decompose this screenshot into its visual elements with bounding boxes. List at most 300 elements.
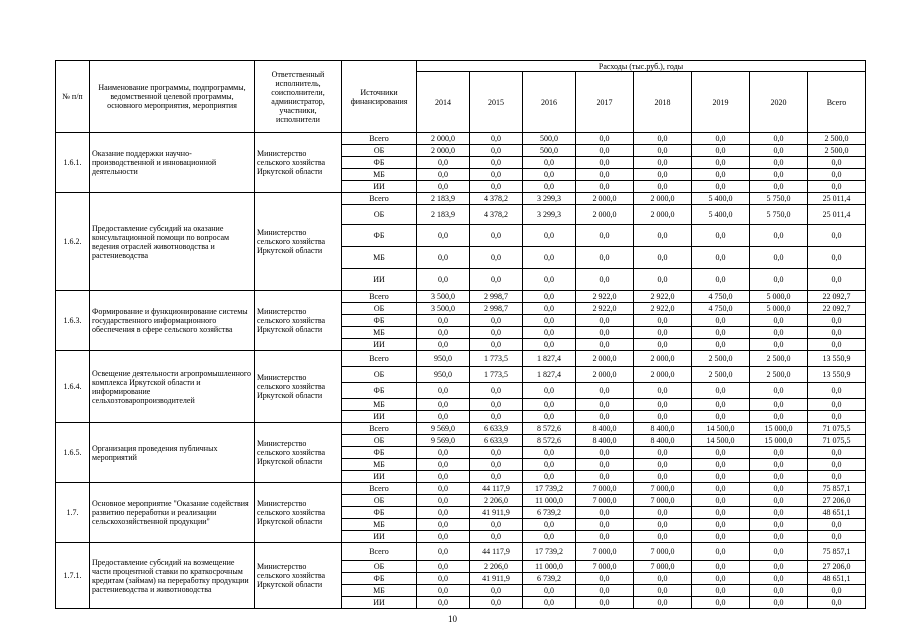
amount-cell: 0,0: [750, 495, 808, 507]
amount-cell: 2 922,0: [576, 303, 634, 315]
amount-cell: 3 299,3: [523, 193, 576, 205]
table-row: [56, 423, 866, 435]
amount-cell: 0,0: [634, 471, 692, 483]
amount-cell: 0,0: [523, 411, 576, 423]
amount-cell: 0,0: [417, 531, 470, 543]
amount-cell: 0,0: [692, 327, 750, 339]
amount-total-cell: 0,0: [808, 447, 866, 459]
amount-cell: 2 000,0: [634, 367, 692, 383]
amount-cell: 0,0: [750, 483, 808, 495]
amount-cell: 0,0: [692, 339, 750, 351]
activity-name: Освещение деятельности агропромышленного комплекса Иркутской области и информирование сельхозтоваропроизводителей: [90, 351, 255, 423]
amount-cell: 2 998,7: [470, 291, 523, 303]
amount-cell: 0,0: [523, 339, 576, 351]
amount-total-cell: 2 500,0: [808, 145, 866, 157]
table-header: [56, 61, 866, 133]
funding-source: ОБ: [342, 495, 417, 507]
table-row: [56, 483, 866, 495]
amount-total-cell: 0,0: [808, 327, 866, 339]
amount-cell: 0,0: [576, 597, 634, 609]
amount-cell: 17 739,2: [523, 543, 576, 561]
amount-cell: 41 911,9: [470, 573, 523, 585]
amount-cell: 0,0: [470, 531, 523, 543]
funding-source: ФБ: [342, 383, 417, 399]
amount-total-cell: 0,0: [808, 315, 866, 327]
amount-cell: 0,0: [417, 507, 470, 519]
funding-source: МБ: [342, 459, 417, 471]
amount-cell: 0,0: [634, 585, 692, 597]
row-index: 1.7.: [56, 483, 90, 543]
amount-cell: 1 773,5: [470, 351, 523, 367]
amount-cell: 3 299,3: [523, 205, 576, 225]
amount-cell: 0,0: [523, 399, 576, 411]
amount-cell: 0,0: [470, 247, 523, 269]
amount-cell: 0,0: [634, 507, 692, 519]
activity-name: Предоставление субсидий на оказание консультационной помощи по вопросам ведения отраслей животноводства и растениеводства: [90, 193, 255, 291]
amount-cell: 2 000,0: [576, 205, 634, 225]
amount-cell: 0,0: [576, 133, 634, 145]
funding-source: ИИ: [342, 411, 417, 423]
amount-cell: 7 000,0: [634, 561, 692, 573]
amount-cell: 7 000,0: [576, 495, 634, 507]
amount-total-cell: 48 651,1: [808, 573, 866, 585]
amount-cell: 0,0: [523, 181, 576, 193]
amount-cell: 0,0: [750, 157, 808, 169]
amount-cell: 0,0: [634, 399, 692, 411]
activity-name: Формирование и функционирование системы государственного информационного обеспечения в сфере сельского хозяйства: [90, 291, 255, 351]
amount-cell: 0,0: [634, 597, 692, 609]
amount-total-cell: 71 075,5: [808, 435, 866, 447]
amount-cell: 0,0: [750, 471, 808, 483]
amount-cell: 2 000,0: [576, 193, 634, 205]
amount-cell: 0,0: [750, 383, 808, 399]
amount-cell: 2 000,0: [417, 145, 470, 157]
amount-cell: 0,0: [417, 327, 470, 339]
funding-source: Всего: [342, 483, 417, 495]
amount-cell: 0,0: [417, 181, 470, 193]
amount-total-cell: 48 651,1: [808, 507, 866, 519]
amount-total-cell: 71 075,5: [808, 423, 866, 435]
amount-cell: 7 000,0: [576, 483, 634, 495]
amount-cell: 5 400,0: [692, 205, 750, 225]
funding-source: Всего: [342, 291, 417, 303]
amount-cell: 0,0: [576, 339, 634, 351]
funding-source: ФБ: [342, 447, 417, 459]
amount-cell: 0,0: [750, 269, 808, 291]
amount-total-cell: 2 500,0: [808, 133, 866, 145]
amount-cell: 7 000,0: [634, 543, 692, 561]
amount-cell: 2 206,0: [470, 495, 523, 507]
amount-cell: 0,0: [692, 157, 750, 169]
responsible-executor: Министерство сельского хозяйства Иркутской области: [255, 543, 342, 609]
funding-source: МБ: [342, 519, 417, 531]
amount-cell: 7 000,0: [634, 495, 692, 507]
funding-source: ФБ: [342, 573, 417, 585]
amount-cell: 0,0: [692, 519, 750, 531]
amount-cell: 2 000,0: [417, 133, 470, 145]
amount-cell: 0,0: [750, 507, 808, 519]
table-row: [56, 193, 866, 205]
activity-name: Основное мероприятие "Оказание содействия развитию переработки и реализации сельскохозяйственной продукции": [90, 483, 255, 543]
amount-cell: 0,0: [692, 225, 750, 247]
header-year: 2018: [634, 72, 692, 133]
header-year: 2020: [750, 72, 808, 133]
amount-cell: 0,0: [750, 169, 808, 181]
amount-total-cell: 13 550,9: [808, 351, 866, 367]
amount-cell: 0,0: [470, 133, 523, 145]
amount-cell: 6 633,9: [470, 423, 523, 435]
amount-cell: 0,0: [750, 411, 808, 423]
amount-cell: 0,0: [750, 399, 808, 411]
amount-cell: 4 378,2: [470, 205, 523, 225]
amount-cell: 5 750,0: [750, 205, 808, 225]
funding-source: МБ: [342, 169, 417, 181]
amount-cell: 0,0: [523, 597, 576, 609]
amount-cell: 0,0: [634, 157, 692, 169]
header-num: № п/п: [56, 61, 90, 133]
amount-cell: 2 500,0: [692, 367, 750, 383]
amount-cell: 0,0: [634, 411, 692, 423]
amount-total-cell: 0,0: [808, 411, 866, 423]
amount-total-cell: 0,0: [808, 459, 866, 471]
amount-cell: 2 922,0: [634, 303, 692, 315]
amount-cell: 0,0: [470, 157, 523, 169]
amount-cell: 0,0: [750, 543, 808, 561]
row-index: 1.6.5.: [56, 423, 90, 483]
amount-total-cell: 22 092,7: [808, 303, 866, 315]
amount-cell: 0,0: [692, 561, 750, 573]
amount-cell: 11 000,0: [523, 561, 576, 573]
funding-source: МБ: [342, 327, 417, 339]
amount-cell: 0,0: [692, 471, 750, 483]
amount-cell: 6 633,9: [470, 435, 523, 447]
amount-cell: 0,0: [576, 399, 634, 411]
activity-name: Предоставление субсидий на возмещение части процентной ставки по краткосрочным кредитам (займам) на переработку продукции растениеводства и животноводства: [90, 543, 255, 609]
amount-cell: 0,0: [634, 145, 692, 157]
amount-cell: 0,0: [576, 447, 634, 459]
row-index: 1.7.1.: [56, 543, 90, 609]
amount-cell: 0,0: [576, 411, 634, 423]
amount-cell: 0,0: [750, 145, 808, 157]
amount-cell: 4 750,0: [692, 291, 750, 303]
amount-cell: 8 400,0: [634, 435, 692, 447]
amount-total-cell: 27 206,0: [808, 561, 866, 573]
table-row: [56, 291, 866, 303]
funding-source: ОБ: [342, 145, 417, 157]
amount-cell: 0,0: [576, 181, 634, 193]
amount-cell: 0,0: [417, 447, 470, 459]
amount-cell: 9 569,0: [417, 423, 470, 435]
amount-cell: 0,0: [634, 181, 692, 193]
amount-cell: 0,0: [523, 447, 576, 459]
amount-total-cell: 0,0: [808, 585, 866, 597]
amount-cell: 0,0: [634, 315, 692, 327]
amount-cell: 0,0: [576, 585, 634, 597]
header-year: 2014: [417, 72, 470, 133]
activity-name: Организация проведения публичных мероприятий: [90, 423, 255, 483]
amount-cell: 0,0: [692, 543, 750, 561]
amount-cell: 0,0: [692, 597, 750, 609]
amount-cell: 0,0: [470, 585, 523, 597]
funding-source: Всего: [342, 423, 417, 435]
amount-cell: 0,0: [576, 145, 634, 157]
amount-total-cell: 0,0: [808, 383, 866, 399]
amount-cell: 0,0: [692, 585, 750, 597]
amount-cell: 0,0: [417, 157, 470, 169]
amount-total-cell: 22 092,7: [808, 291, 866, 303]
amount-cell: 0,0: [634, 225, 692, 247]
header-year: 2019: [692, 72, 750, 133]
amount-cell: 4 750,0: [692, 303, 750, 315]
header-year: 2015: [470, 72, 523, 133]
amount-cell: 0,0: [576, 531, 634, 543]
amount-total-cell: 0,0: [808, 181, 866, 193]
amount-cell: 14 500,0: [692, 435, 750, 447]
amount-total-cell: 0,0: [808, 339, 866, 351]
amount-cell: 7 000,0: [634, 483, 692, 495]
funding-source: ФБ: [342, 225, 417, 247]
amount-cell: 0,0: [417, 225, 470, 247]
amount-cell: 0,0: [523, 269, 576, 291]
header-responsible: Ответственный исполнитель, соисполнители, администратор, участники, исполнители: [255, 61, 342, 133]
amount-cell: 0,0: [470, 339, 523, 351]
amount-cell: 0,0: [576, 247, 634, 269]
funding-source: ОБ: [342, 435, 417, 447]
amount-cell: 44 117,9: [470, 543, 523, 561]
amount-cell: 0,0: [417, 411, 470, 423]
amount-cell: 0,0: [750, 459, 808, 471]
amount-cell: 0,0: [750, 315, 808, 327]
amount-total-cell: 75 857,1: [808, 543, 866, 561]
amount-cell: 0,0: [417, 573, 470, 585]
amount-cell: 0,0: [692, 447, 750, 459]
amount-cell: 2 183,9: [417, 193, 470, 205]
amount-cell: 0,0: [470, 145, 523, 157]
amount-cell: 0,0: [692, 495, 750, 507]
amount-cell: 0,0: [692, 169, 750, 181]
responsible-executor: Министерство сельского хозяйства Иркутской области: [255, 193, 342, 291]
responsible-executor: Министерство сельского хозяйства Иркутской области: [255, 483, 342, 543]
amount-cell: 0,0: [692, 181, 750, 193]
amount-cell: 44 117,9: [470, 483, 523, 495]
amount-cell: 0,0: [692, 531, 750, 543]
amount-cell: 5 000,0: [750, 303, 808, 315]
amount-total-cell: 0,0: [808, 247, 866, 269]
amount-total-cell: 0,0: [808, 225, 866, 247]
table-row: [56, 351, 866, 367]
amount-cell: 0,0: [750, 519, 808, 531]
amount-total-cell: 0,0: [808, 471, 866, 483]
amount-cell: 0,0: [750, 181, 808, 193]
amount-cell: 1 827,4: [523, 351, 576, 367]
amount-cell: 0,0: [634, 519, 692, 531]
table-body: [56, 133, 866, 609]
amount-cell: 0,0: [692, 573, 750, 585]
funding-source: Всего: [342, 351, 417, 367]
amount-cell: 0,0: [576, 383, 634, 399]
amount-cell: 0,0: [634, 383, 692, 399]
amount-total-cell: 0,0: [808, 169, 866, 181]
funding-source: ИИ: [342, 181, 417, 193]
amount-cell: 0,0: [523, 459, 576, 471]
table-row: [56, 133, 866, 145]
amount-cell: 0,0: [750, 561, 808, 573]
amount-cell: 0,0: [692, 247, 750, 269]
amount-cell: 0,0: [417, 561, 470, 573]
amount-total-cell: 13 550,9: [808, 367, 866, 383]
funding-source: ИИ: [342, 471, 417, 483]
amount-cell: 2 998,7: [470, 303, 523, 315]
budget-table: [55, 60, 866, 609]
amount-cell: 0,0: [470, 447, 523, 459]
amount-cell: 0,0: [523, 157, 576, 169]
amount-cell: 2 206,0: [470, 561, 523, 573]
amount-cell: 8 572,6: [523, 435, 576, 447]
amount-cell: 0,0: [523, 247, 576, 269]
amount-cell: 1 773,5: [470, 367, 523, 383]
amount-cell: 14 500,0: [692, 423, 750, 435]
amount-cell: 11 000,0: [523, 495, 576, 507]
amount-cell: 0,0: [470, 471, 523, 483]
amount-cell: 0,0: [692, 145, 750, 157]
amount-cell: 15 000,0: [750, 435, 808, 447]
funding-source: ОБ: [342, 561, 417, 573]
amount-cell: 0,0: [417, 495, 470, 507]
amount-cell: 0,0: [750, 339, 808, 351]
row-index: 1.6.1.: [56, 133, 90, 193]
amount-cell: 0,0: [470, 411, 523, 423]
amount-cell: 4 378,2: [470, 193, 523, 205]
amount-cell: 3 500,0: [417, 291, 470, 303]
amount-cell: 0,0: [523, 531, 576, 543]
amount-cell: 0,0: [417, 269, 470, 291]
header-year: 2016: [523, 72, 576, 133]
funding-source: Всего: [342, 193, 417, 205]
amount-cell: 0,0: [750, 597, 808, 609]
funding-source: МБ: [342, 399, 417, 411]
amount-cell: 0,0: [692, 411, 750, 423]
amount-total-cell: 75 857,1: [808, 483, 866, 495]
amount-cell: 2 183,9: [417, 205, 470, 225]
amount-cell: 5 000,0: [750, 291, 808, 303]
funding-source: ИИ: [342, 531, 417, 543]
amount-cell: 0,0: [523, 315, 576, 327]
amount-cell: 0,0: [576, 269, 634, 291]
amount-cell: 0,0: [576, 573, 634, 585]
amount-cell: 17 739,2: [523, 483, 576, 495]
amount-cell: 6 739,2: [523, 573, 576, 585]
amount-cell: 5 400,0: [692, 193, 750, 205]
responsible-executor: Министерство сельского хозяйства Иркутской области: [255, 133, 342, 193]
amount-cell: 0,0: [576, 169, 634, 181]
amount-cell: 0,0: [523, 225, 576, 247]
header-name: Наименование программы, подпрограммы, ведомственной целевой программы, основного мероприятия, мероприятия: [90, 61, 255, 133]
amount-cell: 0,0: [750, 585, 808, 597]
amount-cell: 2 000,0: [634, 205, 692, 225]
amount-cell: 0,0: [523, 471, 576, 483]
amount-cell: 950,0: [417, 351, 470, 367]
amount-cell: 0,0: [523, 303, 576, 315]
amount-cell: 0,0: [634, 573, 692, 585]
amount-cell: 950,0: [417, 367, 470, 383]
funding-source: МБ: [342, 247, 417, 269]
amount-cell: 0,0: [634, 339, 692, 351]
amount-cell: 0,0: [576, 471, 634, 483]
row-index: 1.6.3.: [56, 291, 90, 351]
amount-cell: 0,0: [417, 471, 470, 483]
amount-total-cell: 0,0: [808, 157, 866, 169]
amount-cell: 0,0: [692, 269, 750, 291]
amount-cell: 0,0: [634, 531, 692, 543]
amount-cell: 0,0: [470, 327, 523, 339]
amount-total-cell: 25 011,4: [808, 193, 866, 205]
amount-cell: 1 827,4: [523, 367, 576, 383]
amount-cell: 500,0: [523, 145, 576, 157]
amount-cell: 0,0: [634, 169, 692, 181]
amount-cell: 7 000,0: [576, 561, 634, 573]
amount-cell: 0,0: [523, 519, 576, 531]
amount-cell: 0,0: [523, 169, 576, 181]
amount-cell: 0,0: [692, 133, 750, 145]
amount-cell: 0,0: [523, 327, 576, 339]
amount-total-cell: 0,0: [808, 531, 866, 543]
amount-cell: 0,0: [692, 399, 750, 411]
amount-cell: 0,0: [634, 447, 692, 459]
amount-cell: 0,0: [692, 507, 750, 519]
amount-cell: 0,0: [576, 157, 634, 169]
amount-cell: 2 500,0: [750, 367, 808, 383]
amount-cell: 0,0: [470, 225, 523, 247]
funding-source: ОБ: [342, 367, 417, 383]
amount-total-cell: 27 206,0: [808, 495, 866, 507]
funding-source: ИИ: [342, 597, 417, 609]
table-row: [56, 543, 866, 561]
amount-cell: 41 911,9: [470, 507, 523, 519]
amount-cell: 0,0: [750, 327, 808, 339]
amount-cell: 9 569,0: [417, 435, 470, 447]
amount-cell: 0,0: [470, 181, 523, 193]
funding-source: ОБ: [342, 205, 417, 225]
amount-cell: 8 400,0: [576, 423, 634, 435]
amount-cell: 8 572,6: [523, 423, 576, 435]
amount-cell: 0,0: [523, 291, 576, 303]
amount-cell: 0,0: [417, 585, 470, 597]
header-source: Источники финансирования: [342, 61, 417, 133]
header-expenses: Расходы (тыс.руб.), годы: [417, 61, 866, 72]
funding-source: Всего: [342, 133, 417, 145]
funding-source: ФБ: [342, 315, 417, 327]
funding-source: ФБ: [342, 157, 417, 169]
amount-cell: 0,0: [417, 543, 470, 561]
amount-cell: 0,0: [634, 327, 692, 339]
amount-cell: 0,0: [417, 597, 470, 609]
amount-cell: 15 000,0: [750, 423, 808, 435]
amount-cell: 2 000,0: [634, 193, 692, 205]
amount-cell: 0,0: [750, 247, 808, 269]
funding-source: ИИ: [342, 269, 417, 291]
row-index: 1.6.4.: [56, 351, 90, 423]
amount-cell: 0,0: [576, 315, 634, 327]
amount-cell: 0,0: [750, 447, 808, 459]
amount-cell: 0,0: [634, 247, 692, 269]
responsible-executor: Министерство сельского хозяйства Иркутской области: [255, 423, 342, 483]
amount-cell: 0,0: [692, 483, 750, 495]
amount-cell: 0,0: [576, 327, 634, 339]
amount-cell: 0,0: [576, 459, 634, 471]
amount-cell: 0,0: [470, 169, 523, 181]
row-index: 1.6.2.: [56, 193, 90, 291]
amount-cell: 0,0: [750, 225, 808, 247]
